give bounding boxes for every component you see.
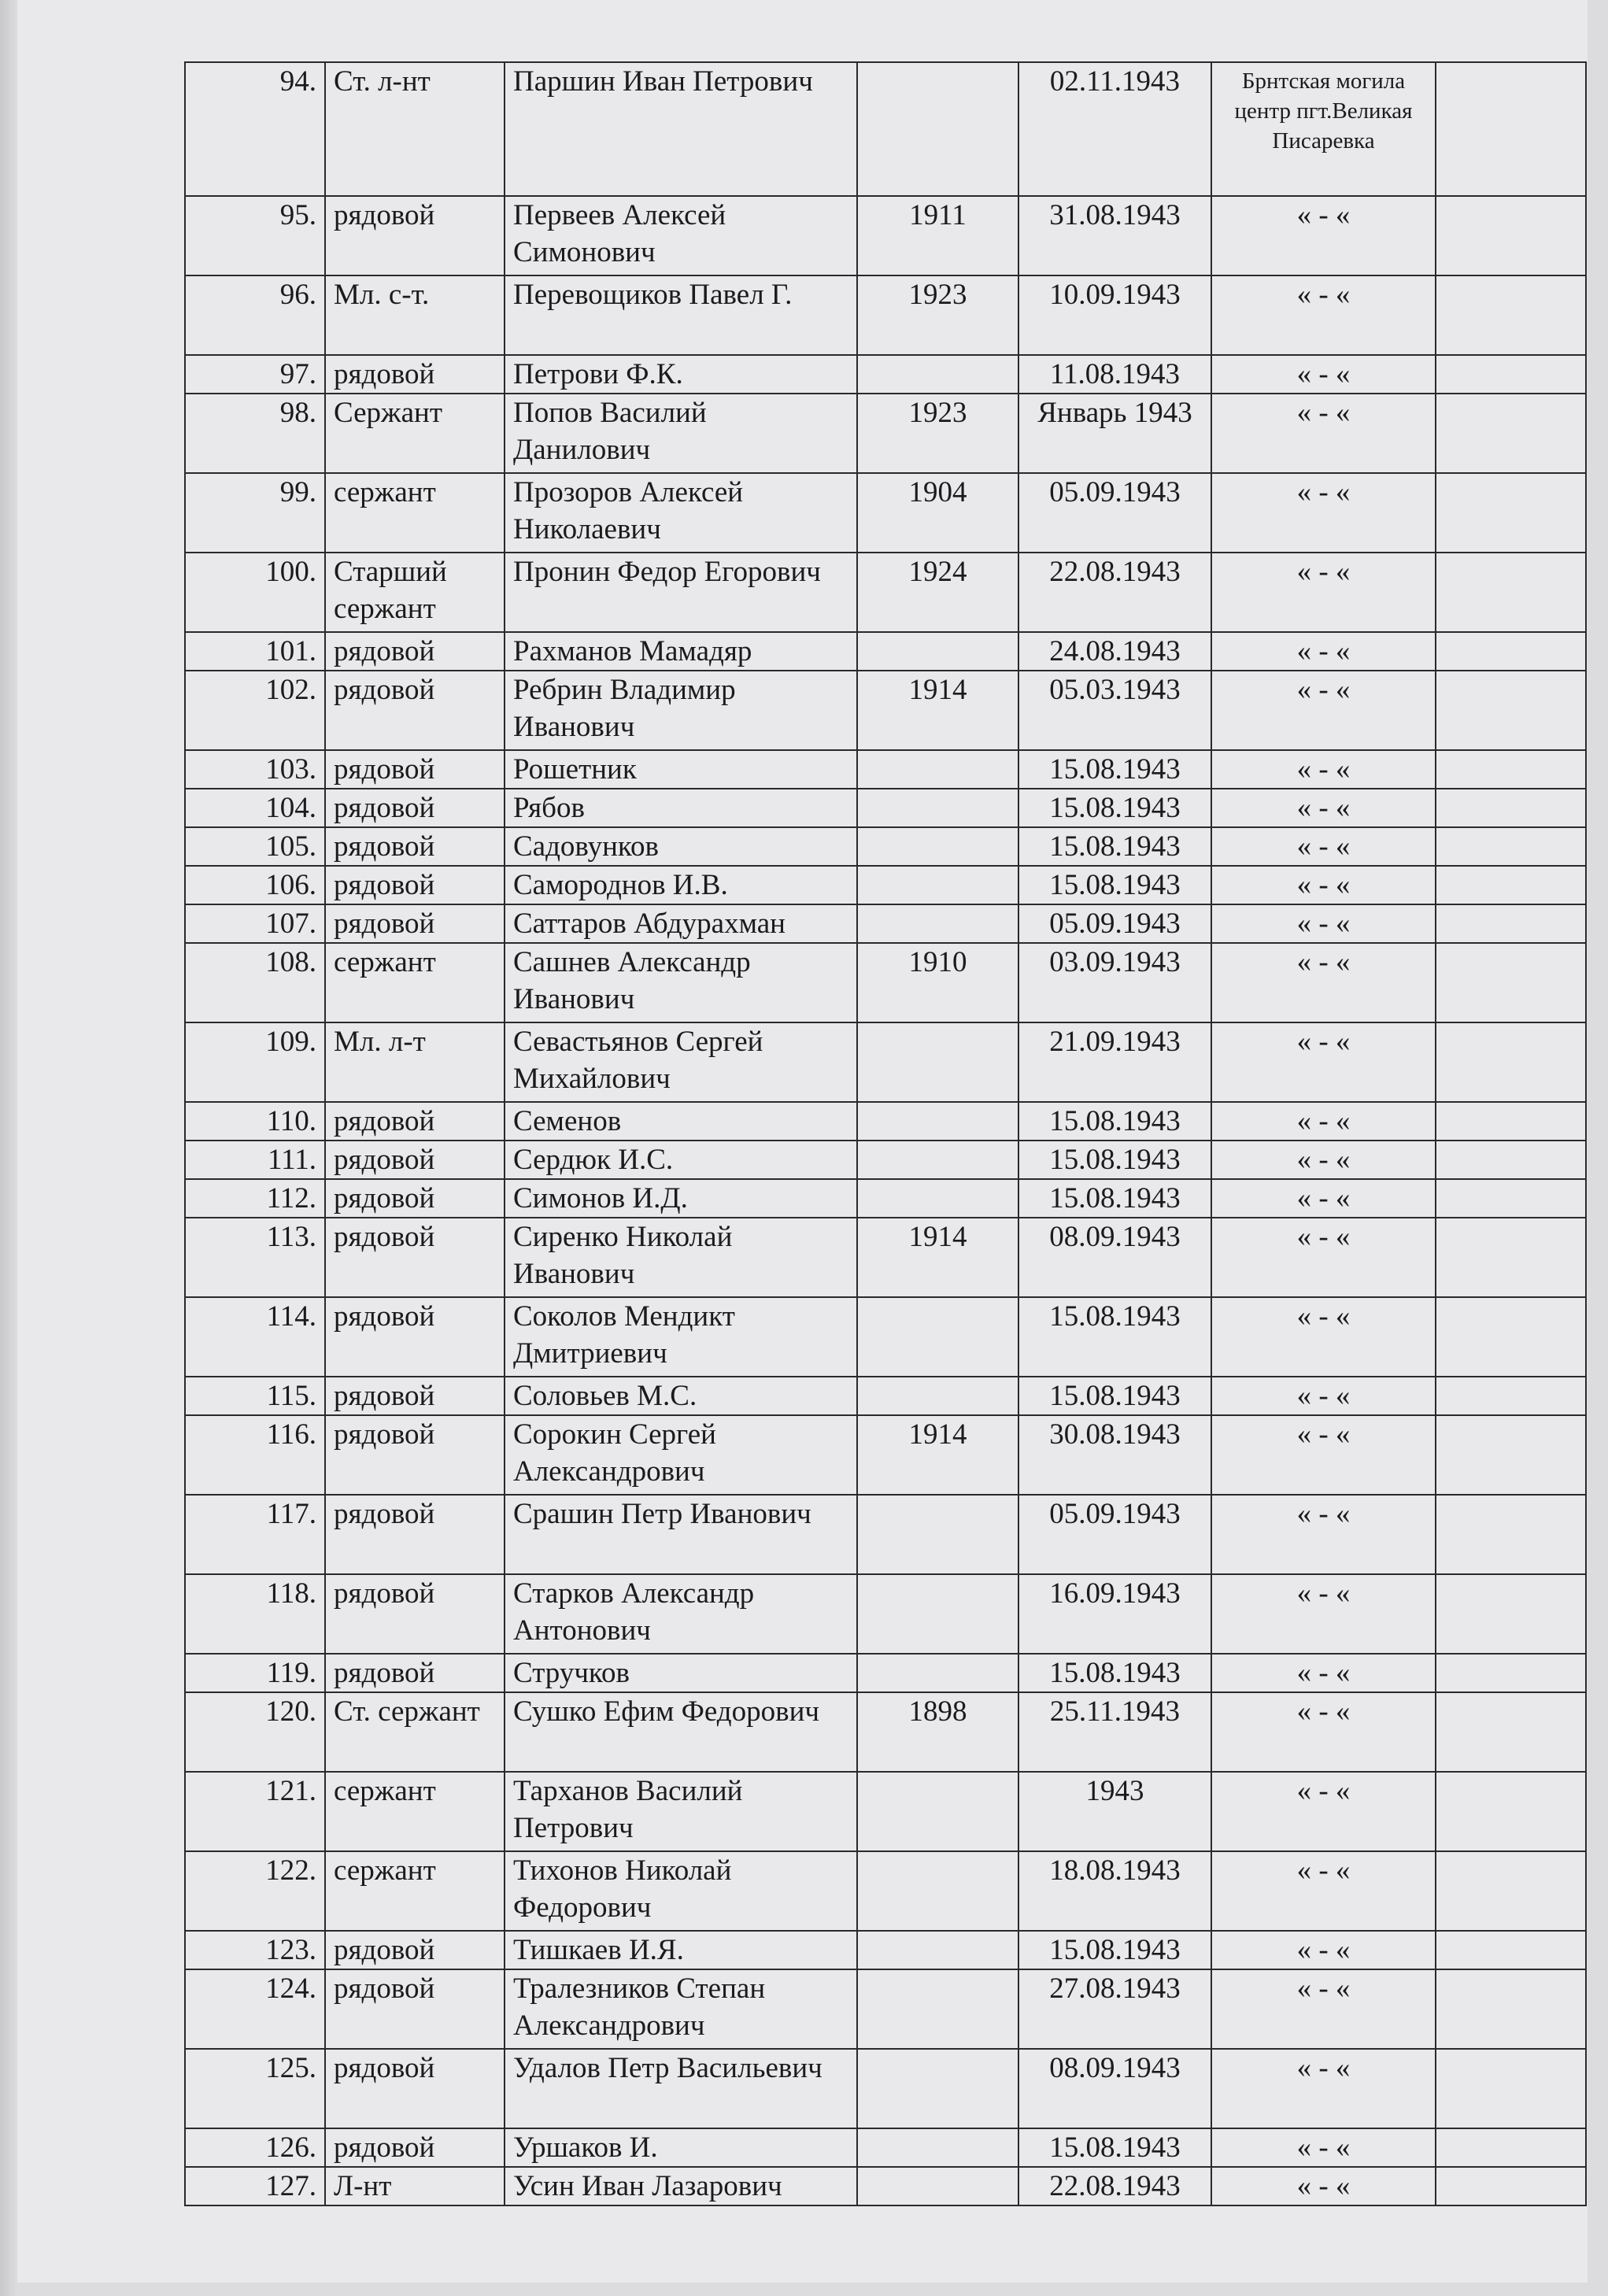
row-number: 115.: [185, 1377, 325, 1415]
table-row: [185, 1218, 1586, 1297]
name-cell: Семенов: [505, 1102, 857, 1141]
table-row: [185, 1022, 1586, 1102]
table-row: [185, 1969, 1586, 2049]
death-date-cell: 31.08.1943: [1018, 196, 1211, 275]
birth-year-cell: [857, 2049, 1018, 2128]
death-date-cell: 11.08.1943: [1018, 355, 1211, 394]
row-number: 95.: [185, 196, 325, 275]
notes-cell: [1436, 1692, 1586, 1772]
notes-cell: [1436, 750, 1586, 789]
row-number: 122.: [185, 1851, 325, 1931]
row-number: 111.: [185, 1141, 325, 1179]
rank-cell: рядовой: [325, 827, 505, 866]
name-cell: Симонов И.Д.: [505, 1179, 857, 1218]
name-cell: Старков Александр Антонович: [505, 1574, 857, 1654]
death-date-cell: 27.08.1943: [1018, 1969, 1211, 2049]
burial-place-cell: « - «: [1211, 275, 1436, 355]
burial-place-cell: « - «: [1211, 1415, 1436, 1495]
birth-year-cell: 1910: [857, 943, 1018, 1022]
table-row: [185, 632, 1586, 671]
rank-cell: рядовой: [325, 355, 505, 394]
name-cell: Сердюк И.С.: [505, 1141, 857, 1179]
notes-cell: [1436, 904, 1586, 943]
birth-year-cell: 1898: [857, 1692, 1018, 1772]
death-date-cell: 15.08.1943: [1018, 1931, 1211, 1969]
table-row: [185, 1297, 1586, 1377]
notes-cell: [1436, 473, 1586, 553]
birth-year-cell: [857, 904, 1018, 943]
table-row: [185, 62, 1586, 196]
death-date-cell: 05.03.1943: [1018, 671, 1211, 750]
birth-year-cell: [857, 1141, 1018, 1179]
name-cell: Тихонов Николай Федорович: [505, 1851, 857, 1931]
name-cell: Саттаров Абдурахман: [505, 904, 857, 943]
row-number: 110.: [185, 1102, 325, 1141]
row-number: 112.: [185, 1179, 325, 1218]
notes-cell: [1436, 62, 1586, 196]
burial-place-cell: « - «: [1211, 473, 1436, 553]
death-date-cell: 15.08.1943: [1018, 1141, 1211, 1179]
table-row: [185, 1851, 1586, 1931]
name-cell: Первеев Алексей Симонович: [505, 196, 857, 275]
birth-year-cell: [857, 2128, 1018, 2167]
death-date-cell: 16.09.1943: [1018, 1574, 1211, 1654]
table-row: [185, 789, 1586, 827]
death-date-cell: 05.09.1943: [1018, 473, 1211, 553]
table-row: [185, 2167, 1586, 2205]
table-row: [185, 1415, 1586, 1495]
death-date-cell: 15.08.1943: [1018, 1102, 1211, 1141]
birth-year-cell: [857, 1772, 1018, 1851]
death-date-cell: 22.08.1943: [1018, 553, 1211, 632]
rank-cell: рядовой: [325, 2128, 505, 2167]
burial-place-cell: « - «: [1211, 355, 1436, 394]
notes-cell: [1436, 2049, 1586, 2128]
birth-year-cell: [857, 1654, 1018, 1692]
notes-cell: [1436, 671, 1586, 750]
table-row: [185, 1692, 1586, 1772]
name-cell: Удалов Петр Васильевич: [505, 2049, 857, 2128]
row-number: 113.: [185, 1218, 325, 1297]
table-row: [185, 1102, 1586, 1141]
death-date-cell: 21.09.1943: [1018, 1022, 1211, 1102]
birth-year-cell: [857, 866, 1018, 904]
name-cell: Рахманов Мамадяр: [505, 632, 857, 671]
death-date-cell: 05.09.1943: [1018, 904, 1211, 943]
death-date-cell: 15.08.1943: [1018, 866, 1211, 904]
rank-cell: Ст. л-нт: [325, 62, 505, 196]
notes-cell: [1436, 866, 1586, 904]
death-date-cell: 10.09.1943: [1018, 275, 1211, 355]
row-number: 119.: [185, 1654, 325, 1692]
page-shadow: [0, 0, 17, 2296]
burial-place-cell: « - «: [1211, 750, 1436, 789]
birth-year-cell: [857, 1179, 1018, 1218]
table-row: [185, 553, 1586, 632]
notes-cell: [1436, 1179, 1586, 1218]
rank-cell: рядовой: [325, 1969, 505, 2049]
notes-cell: [1436, 1415, 1586, 1495]
name-cell: Пронин Федор Егорович: [505, 553, 857, 632]
name-cell: Стручков: [505, 1654, 857, 1692]
rank-cell: рядовой: [325, 1141, 505, 1179]
notes-cell: [1436, 275, 1586, 355]
notes-cell: [1436, 1574, 1586, 1654]
rank-cell: рядовой: [325, 866, 505, 904]
birth-year-cell: 1904: [857, 473, 1018, 553]
birth-year-cell: [857, 1969, 1018, 2049]
table-row: [185, 196, 1586, 275]
row-number: 126.: [185, 2128, 325, 2167]
burial-place-cell: « - «: [1211, 1931, 1436, 1969]
birth-year-cell: 1924: [857, 553, 1018, 632]
rank-cell: рядовой: [325, 1179, 505, 1218]
rank-cell: сержант: [325, 1851, 505, 1931]
burial-place-cell: « - «: [1211, 789, 1436, 827]
rank-cell: сержант: [325, 943, 505, 1022]
birth-year-cell: 1923: [857, 275, 1018, 355]
burial-place-cell: « - «: [1211, 1574, 1436, 1654]
rank-cell: рядовой: [325, 789, 505, 827]
death-date-cell: 15.08.1943: [1018, 1377, 1211, 1415]
rank-cell: Л-нт: [325, 2167, 505, 2205]
name-cell: Севастьянов Сергей Михайлович: [505, 1022, 857, 1102]
table-row: [185, 1772, 1586, 1851]
notes-cell: [1436, 1772, 1586, 1851]
death-date-cell: 18.08.1943: [1018, 1851, 1211, 1931]
death-date-cell: 15.08.1943: [1018, 1179, 1211, 1218]
burial-place-cell: « - «: [1211, 1969, 1436, 2049]
table-row: [185, 355, 1586, 394]
row-number: 102.: [185, 671, 325, 750]
table-row: [185, 2128, 1586, 2167]
burial-place-cell: « - «: [1211, 904, 1436, 943]
table-row: [185, 1141, 1586, 1179]
name-cell: Самороднов И.В.: [505, 866, 857, 904]
birth-year-cell: [857, 827, 1018, 866]
death-date-cell: 08.09.1943: [1018, 1218, 1211, 1297]
notes-cell: [1436, 553, 1586, 632]
name-cell: Уршаков И.: [505, 2128, 857, 2167]
birth-year-cell: 1923: [857, 394, 1018, 473]
death-date-cell: 15.08.1943: [1018, 1654, 1211, 1692]
row-number: 123.: [185, 1931, 325, 1969]
name-cell: Паршин Иван Петрович: [505, 62, 857, 196]
birth-year-cell: [857, 1022, 1018, 1102]
rank-cell: рядовой: [325, 1377, 505, 1415]
rank-cell: рядовой: [325, 671, 505, 750]
row-number: 107.: [185, 904, 325, 943]
notes-cell: [1436, 1141, 1586, 1179]
birth-year-cell: [857, 1102, 1018, 1141]
row-number: 101.: [185, 632, 325, 671]
name-cell: Соловьев М.С.: [505, 1377, 857, 1415]
row-number: 94.: [185, 62, 325, 196]
rank-cell: Сержант: [325, 394, 505, 473]
burial-place-cell: Брнтская могила центр пгт.Великая Писаревка: [1211, 62, 1436, 196]
notes-cell: [1436, 1102, 1586, 1141]
table-row: [185, 275, 1586, 355]
notes-cell: [1436, 943, 1586, 1022]
death-date-cell: 15.08.1943: [1018, 789, 1211, 827]
row-number: 105.: [185, 827, 325, 866]
notes-cell: [1436, 355, 1586, 394]
rank-cell: рядовой: [325, 1574, 505, 1654]
birth-year-cell: [857, 632, 1018, 671]
burial-place-cell: « - «: [1211, 1851, 1436, 1931]
notes-cell: [1436, 1495, 1586, 1574]
row-number: 98.: [185, 394, 325, 473]
notes-cell: [1436, 1377, 1586, 1415]
row-number: 120.: [185, 1692, 325, 1772]
burial-place-cell: « - «: [1211, 1377, 1436, 1415]
birth-year-cell: [857, 1851, 1018, 1931]
death-date-cell: 15.08.1943: [1018, 2128, 1211, 2167]
rank-cell: рядовой: [325, 2049, 505, 2128]
burial-place-cell: « - «: [1211, 632, 1436, 671]
rank-cell: рядовой: [325, 1495, 505, 1574]
notes-cell: [1436, 1851, 1586, 1931]
birth-year-cell: [857, 1297, 1018, 1377]
rank-cell: Мл. с-т.: [325, 275, 505, 355]
row-number: 96.: [185, 275, 325, 355]
row-number: 118.: [185, 1574, 325, 1654]
burial-place-cell: « - «: [1211, 671, 1436, 750]
name-cell: Сашнев Александр Иванович: [505, 943, 857, 1022]
death-date-cell: 22.08.1943: [1018, 2167, 1211, 2205]
rank-cell: сержант: [325, 473, 505, 553]
burial-place-cell: « - «: [1211, 943, 1436, 1022]
birth-year-cell: [857, 2167, 1018, 2205]
name-cell: Тралезников Степан Александрович: [505, 1969, 857, 2049]
name-cell: Срашин Петр Иванович: [505, 1495, 857, 1574]
birth-year-cell: 1914: [857, 1218, 1018, 1297]
burial-place-cell: « - «: [1211, 1141, 1436, 1179]
rank-cell: сержант: [325, 1772, 505, 1851]
name-cell: Сорокин Сергей Александрович: [505, 1415, 857, 1495]
row-number: 108.: [185, 943, 325, 1022]
table-row: [185, 1931, 1586, 1969]
notes-cell: [1436, 827, 1586, 866]
rank-cell: Мл. л-т: [325, 1022, 505, 1102]
table-row: [185, 943, 1586, 1022]
row-number: 97.: [185, 355, 325, 394]
burial-place-cell: « - «: [1211, 394, 1436, 473]
birth-year-cell: [857, 750, 1018, 789]
death-date-cell: 03.09.1943: [1018, 943, 1211, 1022]
death-date-cell: 05.09.1943: [1018, 1495, 1211, 1574]
notes-cell: [1436, 1969, 1586, 2049]
row-number: 114.: [185, 1297, 325, 1377]
burial-place-cell: « - «: [1211, 2167, 1436, 2205]
table-row: [185, 866, 1586, 904]
birth-year-cell: [857, 1574, 1018, 1654]
notes-cell: [1436, 196, 1586, 275]
death-date-cell: Январь 1943: [1018, 394, 1211, 473]
row-number: 116.: [185, 1415, 325, 1495]
death-date-cell: 15.08.1943: [1018, 1297, 1211, 1377]
row-number: 121.: [185, 1772, 325, 1851]
table-row: [185, 827, 1586, 866]
notes-cell: [1436, 2167, 1586, 2205]
row-number: 124.: [185, 1969, 325, 2049]
burial-place-cell: « - «: [1211, 1772, 1436, 1851]
rank-cell: рядовой: [325, 1297, 505, 1377]
row-number: 99.: [185, 473, 325, 553]
rank-cell: Ст. сержант: [325, 1692, 505, 1772]
birth-year-cell: [857, 355, 1018, 394]
rank-cell: рядовой: [325, 1931, 505, 1969]
table-row: [185, 473, 1586, 553]
notes-cell: [1436, 1218, 1586, 1297]
death-date-cell: 08.09.1943: [1018, 2049, 1211, 2128]
row-number: 127.: [185, 2167, 325, 2205]
notes-cell: [1436, 394, 1586, 473]
rank-cell: рядовой: [325, 196, 505, 275]
name-cell: Сиренко Николай Иванович: [505, 1218, 857, 1297]
table-row: [185, 1495, 1586, 1574]
birth-year-cell: [857, 789, 1018, 827]
row-number: 125.: [185, 2049, 325, 2128]
birth-year-cell: [857, 1495, 1018, 1574]
notes-cell: [1436, 1022, 1586, 1102]
rank-cell: рядовой: [325, 1102, 505, 1141]
rank-cell: рядовой: [325, 904, 505, 943]
notes-cell: [1436, 2128, 1586, 2167]
burial-place-cell: « - «: [1211, 1495, 1436, 1574]
burial-place-cell: « - «: [1211, 1022, 1436, 1102]
burial-place-cell: « - «: [1211, 553, 1436, 632]
row-number: 104.: [185, 789, 325, 827]
burial-list-body: [185, 62, 1586, 2205]
notes-cell: [1436, 1654, 1586, 1692]
burial-place-cell: « - «: [1211, 1654, 1436, 1692]
burial-place-cell: « - «: [1211, 196, 1436, 275]
death-date-cell: 1943: [1018, 1772, 1211, 1851]
birth-year-cell: 1914: [857, 671, 1018, 750]
burial-place-cell: « - «: [1211, 1692, 1436, 1772]
notes-cell: [1436, 1931, 1586, 1969]
name-cell: Рябов: [505, 789, 857, 827]
death-date-cell: 15.08.1943: [1018, 827, 1211, 866]
burial-place-cell: « - «: [1211, 1179, 1436, 1218]
death-date-cell: 30.08.1943: [1018, 1415, 1211, 1495]
burial-place-cell: « - «: [1211, 2128, 1436, 2167]
table-row: [185, 1574, 1586, 1654]
rank-cell: Старший сержант: [325, 553, 505, 632]
rank-cell: рядовой: [325, 1218, 505, 1297]
burial-place-cell: « - «: [1211, 2049, 1436, 2128]
name-cell: Сушко Ефим Федорович: [505, 1692, 857, 1772]
birth-year-cell: 1911: [857, 196, 1018, 275]
name-cell: Перевощиков Павел Г.: [505, 275, 857, 355]
rank-cell: рядовой: [325, 750, 505, 789]
table-row: [185, 671, 1586, 750]
notes-cell: [1436, 1297, 1586, 1377]
notes-cell: [1436, 789, 1586, 827]
birth-year-cell: 1914: [857, 1415, 1018, 1495]
table-row: [185, 394, 1586, 473]
rank-cell: рядовой: [325, 1654, 505, 1692]
table-row: [185, 904, 1586, 943]
burial-place-cell: « - «: [1211, 1218, 1436, 1297]
death-date-cell: 02.11.1943: [1018, 62, 1211, 196]
burial-list-table: [184, 61, 1587, 2206]
table-row: [185, 1377, 1586, 1415]
row-number: 109.: [185, 1022, 325, 1102]
burial-place-cell: « - «: [1211, 866, 1436, 904]
row-number: 103.: [185, 750, 325, 789]
table-row: [185, 1179, 1586, 1218]
death-date-cell: 24.08.1943: [1018, 632, 1211, 671]
row-number: 100.: [185, 553, 325, 632]
name-cell: Рошетник: [505, 750, 857, 789]
burial-place-cell: « - «: [1211, 1102, 1436, 1141]
name-cell: Прозоров Алексей Николаевич: [505, 473, 857, 553]
birth-year-cell: [857, 62, 1018, 196]
name-cell: Соколов Мендикт Дмитриевич: [505, 1297, 857, 1377]
name-cell: Усин Иван Лазарович: [505, 2167, 857, 2205]
notes-cell: [1436, 632, 1586, 671]
row-number: 117.: [185, 1495, 325, 1574]
death-date-cell: 15.08.1943: [1018, 750, 1211, 789]
name-cell: Тишкаев И.Я.: [505, 1931, 857, 1969]
table-row: [185, 750, 1586, 789]
death-date-cell: 25.11.1943: [1018, 1692, 1211, 1772]
document-sheet: [17, 0, 1588, 2283]
row-number: 106.: [185, 866, 325, 904]
name-cell: Тарханов Василий Петрович: [505, 1772, 857, 1851]
burial-place-cell: « - «: [1211, 1297, 1436, 1377]
name-cell: Петрови Ф.К.: [505, 355, 857, 394]
table-row: [185, 1654, 1586, 1692]
birth-year-cell: [857, 1931, 1018, 1969]
burial-place-cell: « - «: [1211, 827, 1436, 866]
name-cell: Садовунков: [505, 827, 857, 866]
name-cell: Ребрин Владимир Иванович: [505, 671, 857, 750]
rank-cell: рядовой: [325, 632, 505, 671]
table-row: [185, 2049, 1586, 2128]
birth-year-cell: [857, 1377, 1018, 1415]
rank-cell: рядовой: [325, 1415, 505, 1495]
name-cell: Попов Василий Данилович: [505, 394, 857, 473]
